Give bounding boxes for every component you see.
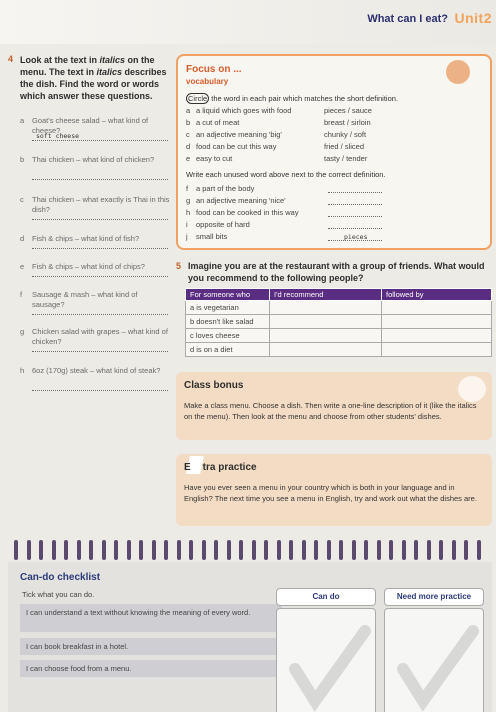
question-text: Fish & chips – what kind of chips? xyxy=(32,262,145,271)
question-letter: b xyxy=(20,155,25,164)
question-letter: h xyxy=(20,366,25,375)
table-input-cell[interactable] xyxy=(382,301,492,315)
decorative-circle-icon xyxy=(446,60,470,84)
can-do-heading: Can do xyxy=(276,588,376,606)
binding-ring xyxy=(164,540,168,560)
binding-ring xyxy=(114,540,118,560)
can-do-check-area[interactable] xyxy=(276,608,376,712)
binding-ring xyxy=(189,540,193,560)
binding-ring xyxy=(252,540,256,560)
vocab-definition: a cut of meat xyxy=(196,118,240,127)
spiral-binding xyxy=(14,540,492,562)
answer-line[interactable] xyxy=(328,228,382,229)
binding-ring xyxy=(127,540,131,560)
table-row xyxy=(186,315,492,329)
extra-practice-box xyxy=(176,454,492,526)
table-header: For someone who xyxy=(186,289,270,301)
table-input-cell[interactable] xyxy=(382,343,492,357)
vocab-letter: i xyxy=(186,220,188,229)
cando-item: I can book breakfast in a hotel. xyxy=(20,638,282,655)
binding-ring xyxy=(177,540,181,560)
unit-badge: Unit2 xyxy=(454,10,492,26)
binding-ring xyxy=(427,540,431,560)
recommend-table xyxy=(185,288,492,357)
extra-title: E tra practice xyxy=(184,462,257,473)
answer-line[interactable] xyxy=(32,314,168,315)
focus-vocabulary-box xyxy=(176,54,492,250)
tick-icon xyxy=(385,609,484,712)
question-text: Goat's cheese salad – what kind of cheese? xyxy=(32,116,149,135)
table-cell: b doesn't like salad xyxy=(186,315,270,329)
vocab-letter: e xyxy=(186,154,191,163)
cando-instruction: Tick what you can do. xyxy=(22,590,95,599)
binding-ring xyxy=(152,540,156,560)
cando-item: I can understand a text without knowing the meaning of every word. xyxy=(20,604,282,632)
vocab-options[interactable]: pieces / sauce xyxy=(324,106,372,115)
answer-line[interactable] xyxy=(32,219,168,220)
binding-ring xyxy=(339,540,343,560)
focus-subtitle: vocabulary xyxy=(186,77,229,86)
vocab-options[interactable]: breast / sirloin xyxy=(324,118,371,127)
binding-ring xyxy=(314,540,318,560)
question-letter: a xyxy=(20,116,25,125)
binding-ring xyxy=(277,540,281,560)
answer-line[interactable] xyxy=(32,140,168,141)
vocab-letter: f xyxy=(186,184,189,193)
vocab-definition: opposite of hard xyxy=(196,220,250,229)
cando-title: Can-do checklist xyxy=(20,572,101,583)
question-text: Thai chicken – what exactly is Thai in this dish? xyxy=(32,195,170,214)
binding-ring xyxy=(139,540,143,560)
binding-ring xyxy=(402,540,406,560)
need-more-practice-check-area[interactable] xyxy=(384,608,484,712)
binding-ring xyxy=(352,540,356,560)
binding-ring xyxy=(227,540,231,560)
answer-line[interactable] xyxy=(32,248,168,249)
question-text: Fish & chips – what kind of fish? xyxy=(32,234,140,243)
question-text: 6oz (170g) steak – what kind of steak? xyxy=(32,366,161,375)
binding-ring xyxy=(289,540,293,560)
question-letter: g xyxy=(20,327,25,336)
answer-line[interactable] xyxy=(328,192,382,193)
table-input-cell[interactable] xyxy=(270,343,382,357)
vocab-letter: b xyxy=(186,118,191,127)
question-letter: c xyxy=(20,195,24,204)
page-header xyxy=(0,0,496,44)
vocab-options[interactable]: fried / sliced xyxy=(324,142,365,151)
binding-ring xyxy=(439,540,443,560)
cando-checklist xyxy=(8,562,492,712)
binding-ring xyxy=(464,540,468,560)
handwritten-answer: soft cheese xyxy=(36,132,80,140)
vocab-definition: an adjective meaning 'big' xyxy=(196,130,282,139)
vocab-definition: a liquid which goes with food xyxy=(196,106,292,115)
answer-line[interactable] xyxy=(32,390,168,391)
table-cell: d is on a diet xyxy=(186,343,270,357)
table-input-cell[interactable] xyxy=(270,329,382,343)
binding-ring xyxy=(414,540,418,560)
vocab-letter: c xyxy=(186,130,190,139)
binding-ring xyxy=(102,540,106,560)
table-input-cell[interactable] xyxy=(270,315,382,329)
binding-ring xyxy=(389,540,393,560)
binding-ring xyxy=(52,540,56,560)
table-cell: a is vegetarian xyxy=(186,301,270,315)
need-more-practice-heading: Need more practice xyxy=(384,588,484,606)
task4-number: 4 xyxy=(8,54,14,64)
question-letter: d xyxy=(20,234,25,243)
binding-ring xyxy=(377,540,381,560)
task5-instruction: Imagine you are at the restaurant with a group of friends. What would you recommend to the following people? xyxy=(188,261,485,283)
answer-line[interactable] xyxy=(328,204,382,205)
binding-ring xyxy=(89,540,93,560)
binding-ring xyxy=(214,540,218,560)
answer-line[interactable] xyxy=(32,179,168,180)
binding-ring xyxy=(202,540,206,560)
table-header: I'd recommend xyxy=(270,289,382,301)
binding-ring xyxy=(364,540,368,560)
focus-instruction: Circle the word in each pair which matches the short definition. xyxy=(188,94,399,103)
table-input-cell[interactable] xyxy=(270,301,382,315)
vocab-definition: an adjective meaning 'nice' xyxy=(196,196,286,205)
binding-ring xyxy=(77,540,81,560)
binding-ring xyxy=(14,540,18,560)
focus-title: Focus on ... xyxy=(186,64,242,75)
answer-line[interactable] xyxy=(32,351,168,352)
binding-ring xyxy=(239,540,243,560)
question-letter: f xyxy=(20,290,23,299)
vocab-definition: food can be cut this way xyxy=(196,142,277,151)
table-input-cell[interactable] xyxy=(382,329,492,343)
vocab-definition: small bits xyxy=(196,232,228,241)
cando-item: I can choose food from a menu. xyxy=(20,660,282,677)
table-input-cell[interactable] xyxy=(382,315,492,329)
vocab-letter: d xyxy=(186,142,191,151)
table-row xyxy=(186,343,492,357)
vocab-letter: a xyxy=(186,106,191,115)
binding-ring xyxy=(264,540,268,560)
vocab-definition: easy to cut xyxy=(196,154,233,163)
vocab-letter: g xyxy=(186,196,191,205)
table-header: followed by xyxy=(382,289,492,301)
vocab-options[interactable]: chunky / soft xyxy=(324,130,367,139)
bonus-text: Make a class menu. Choose a dish. Then write a one-line description of it (like the italics on the menu). Then look at the menu and choose from other students' dishes. xyxy=(184,401,477,421)
vocab-options[interactable]: tasty / tender xyxy=(324,154,368,163)
handwritten-answer: pieces xyxy=(344,233,368,241)
question-text: Chicken salad with grapes – what kind of chicken? xyxy=(32,327,168,346)
binding-ring xyxy=(302,540,306,560)
bonus-title: Class bonus xyxy=(184,380,244,391)
vocab-letter: j xyxy=(186,232,188,241)
vocab-definition: a part of the body xyxy=(196,184,255,193)
binding-ring xyxy=(477,540,481,560)
binding-ring xyxy=(64,540,68,560)
answer-line[interactable] xyxy=(328,216,382,217)
binding-ring xyxy=(27,540,31,560)
tick-icon xyxy=(277,609,376,712)
question-letter: e xyxy=(20,262,25,271)
question-text: Thai chicken – what kind of chicken? xyxy=(32,155,155,164)
speech-bubble-icon xyxy=(458,376,486,402)
question-text: Sausage & mash – what kind of sausage? xyxy=(32,290,138,309)
task4-instruction: Look at the text in italics on the menu. The text in italics describes the dish. Find the word or words which answer these questions. xyxy=(20,55,167,101)
answer-line[interactable] xyxy=(32,276,168,277)
binding-ring xyxy=(39,540,43,560)
table-row xyxy=(186,329,492,343)
class-bonus-box xyxy=(176,372,492,440)
extra-text: Have you ever seen a menu in your country which is both in your language and in English? The next time you see a menu in English, try and work out what the dishes are. xyxy=(184,483,477,503)
vocab-definition: food can be cooked in this way xyxy=(196,208,299,217)
table-cell: c loves cheese xyxy=(186,329,270,343)
table-row xyxy=(186,301,492,315)
vocab-letter: h xyxy=(186,208,191,217)
binding-ring xyxy=(452,540,456,560)
header-title: What can I eat? xyxy=(367,13,448,25)
binding-ring xyxy=(327,540,331,560)
focus-instruction-2: Write each unused word above next to the correct definition. xyxy=(186,170,386,179)
task5-number: 5 xyxy=(176,261,182,271)
